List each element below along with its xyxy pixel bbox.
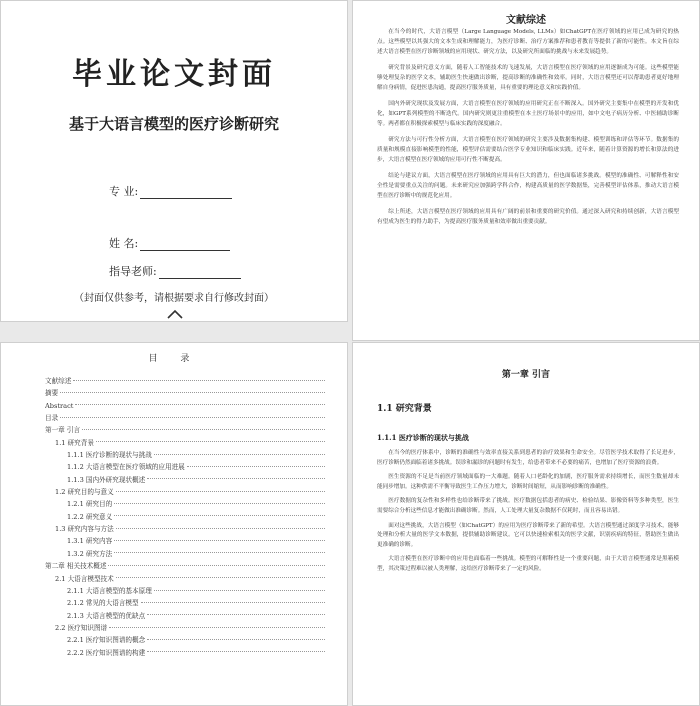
toc-item-text: 1.3.1 研究内容	[67, 537, 113, 546]
cover-page	[0, 0, 348, 322]
cover-field-underline	[140, 186, 232, 199]
toc-item[interactable]	[45, 437, 327, 449]
toc-page	[0, 342, 348, 706]
toc-item-text: 1.2.1 研究目的	[67, 500, 113, 509]
toc-leader-dots	[60, 391, 325, 393]
review-paragraph: 在当今的时代，大语言模型（Large Language Models, LLMs）如ChatGPT在医疗领域的应用已成为研究的热点。这些模型以其强大的文本生成和理解能力，为医疗诊断、治疗方案推荐和患者教育等提供了新的可能性。本文旨在综述大语言模型在医疗诊断领域的应用现状、研究方法，以及研究所面临的挑战与未来发展趋势。	[377, 29, 679, 55]
cover-field-label: 指导老师:	[109, 265, 157, 278]
cover-field-label: 姓 名:	[109, 237, 139, 250]
toc-leader-dots	[147, 650, 325, 652]
toc-item-text: 2.1.1 大语言模型的基本原理	[67, 586, 152, 595]
toc-leader-dots	[147, 638, 325, 640]
toc-item-text: 2.2.2 医疗知识图谱的构建	[67, 648, 146, 657]
chapter1-paragraph: 大语言模型在医疗诊断中的应用也面临着一些挑战。模型的可解释性是一个重要问题，由于大语言模型通常是黑箱模型，其决策过程难以被人类理解，这给医疗诊断带来了一定的风险。	[377, 556, 679, 572]
toc-leader-dots	[147, 477, 325, 479]
toc-item-text: 2.1 大语言模型技术	[55, 574, 114, 583]
toc-leader-dots	[96, 440, 325, 442]
review-title: 文献综述	[506, 15, 546, 26]
toc-item[interactable]	[45, 597, 327, 609]
toc-item-text: 目录	[45, 414, 59, 423]
toc-item-text: 1.1.1 医疗诊断的现状与挑战	[67, 451, 152, 460]
review-paragraph: 结论与建议方面，大语言模型在医疗领域的应用具有巨大的潜力，但也面临诸多挑战。模型的准确性、可解释性和安全性是需要重点关注的问题。未来研究应加强跨学科合作，构建高质量的医学数据集，完善模型评估体系，推动大语言模型在医疗诊断中的规范化应用。	[377, 173, 679, 199]
chapter1-paragraph: 医疗数据的复杂性和多样性也给诊断带来了挑战。医疗数据包括患者的病史、检验结果、影像资料等多种类型，医生需要综合分析这些信息才能做出准确诊断。然而，人工处理大量复杂数据不仅耗时，而且容易出错。	[377, 498, 679, 514]
toc-item-text: 2.1.2 常见的大语言模型	[67, 599, 139, 608]
toc-leader-dots	[116, 527, 325, 529]
toc-leader-dots	[75, 403, 325, 405]
cover-field-advisor	[109, 263, 241, 279]
toc-leader-dots	[116, 576, 325, 578]
toc-item[interactable]	[45, 548, 327, 560]
toc-item[interactable]	[45, 560, 327, 572]
toc-leader-dots	[147, 613, 325, 615]
chevron-up-icon[interactable]	[166, 308, 184, 320]
toc-leader-dots	[154, 453, 325, 455]
toc-item-text: 1.2.2 研究意义	[67, 512, 113, 521]
section-title: 1.1 研究背景	[377, 404, 432, 414]
toc-leader-dots	[116, 490, 325, 492]
cover-subtitle: 基于大语言模型的医疗诊断研究	[68, 115, 279, 133]
toc-item[interactable]	[45, 461, 327, 473]
chapter-title: 第一章 引言	[501, 370, 551, 380]
toc-item-text: 摘要	[45, 389, 59, 398]
toc-item[interactable]	[45, 535, 327, 547]
toc-leader-dots	[73, 379, 325, 381]
toc-item[interactable]	[45, 523, 327, 535]
toc-item[interactable]	[45, 474, 327, 486]
cover-field-underline	[140, 238, 230, 251]
toc-item[interactable]	[45, 387, 327, 399]
toc-item-text: 1.3 研究内容与方法	[55, 525, 114, 534]
review-body	[377, 27, 679, 334]
toc-item[interactable]	[45, 573, 327, 585]
toc-leader-dots	[108, 564, 325, 566]
toc-leader-dots	[109, 626, 325, 628]
toc-item[interactable]	[45, 647, 327, 659]
cover-note: （封面仅供参考，请根据要求自行修改封面）	[74, 293, 274, 304]
toc-item[interactable]	[45, 585, 327, 597]
review-paragraph: 国内外研究现状及发展方面，大语言模型在医疗领域的应用研究正在不断深入。国外研究主要集中在模型的开发和优化，如GPT系列模型的不断迭代。国内研究则更注重模型在本土医疗场景中的应用，如中文电子病历分析、中医辅助诊断等。两者都在积极探索模型与临床实践的深度融合。	[377, 101, 679, 127]
toc-item-text: 2.2.1 医疗知识图谱的概念	[67, 636, 146, 645]
toc-item-text: Abstract	[45, 401, 74, 410]
chapter1-page	[352, 342, 700, 706]
review-paragraph: 综上所述，大语言模型在医疗领域的应用具有广阔的前景和重要的研究价值。通过深入研究和持续创新，大语言模型有望成为医生的得力助手，为提高医疗服务质量和效率做出重要贡献。	[377, 209, 679, 225]
toc-item-text: 文献综述	[45, 377, 72, 385]
cover-field-name	[109, 235, 230, 251]
toc-leader-dots	[114, 502, 325, 504]
toc-item[interactable]	[45, 400, 327, 412]
toc-leader-dots	[187, 465, 325, 467]
cover-field-label: 专 业:	[109, 185, 139, 198]
toc-item[interactable]	[45, 412, 327, 424]
toc-item-text: 2.1.3 大语言模型的优缺点	[67, 611, 146, 620]
review-paragraph: 研究方法与可行性分析方面，大语言模型在医疗领域的研究主要涉及数据集构建、模型训练和评估等环节。数据集的质量和规模直接影响模型的性能，模型评估需要结合医学专业知识和临床实践。近年来，随着计算资源的增长和算法的进步，大语言模型在医疗领域的应用可行性不断提高。	[377, 137, 679, 163]
review-page	[352, 0, 700, 341]
toc-item-text: 1.1 研究背景	[55, 438, 94, 447]
toc-item-text: 第二章 相关技术概述	[45, 562, 107, 571]
chapter1-paragraph: 医生资源的不足是当前医疗领域面临的一大难题。随着人口老龄化的加剧，医疗服务需求持续增长，而医生数量却未能同步增加。这种供需不平衡导致医生工作压力增大，诊断时间缩短，从而影响诊断的准确性。	[377, 474, 679, 490]
toc-item[interactable]	[45, 424, 327, 436]
toc-list	[45, 375, 327, 705]
toc-leader-dots	[82, 428, 325, 430]
toc-item-text: 1.2 研究目的与意义	[55, 488, 114, 497]
toc-leader-dots	[60, 416, 325, 418]
toc-item[interactable]	[45, 486, 327, 498]
toc-item[interactable]	[45, 375, 327, 387]
toc-leader-dots	[114, 551, 325, 553]
subsection-title: 1.1.1 医疗诊断的现状与挑战	[377, 433, 469, 442]
toc-item-text: 2.2 医疗知识图谱	[55, 623, 108, 632]
toc-leader-dots	[141, 601, 325, 603]
toc-title: 目 录	[148, 354, 200, 364]
toc-item[interactable]	[45, 498, 327, 510]
toc-leader-dots	[154, 589, 325, 591]
cover-field-underline	[159, 266, 241, 279]
toc-item[interactable]	[45, 622, 327, 634]
chapter1-paragraph: 面对这些挑战，大语言模型（如ChatGPT）的应用为医疗诊断带来了新的希望。大语言模型通过深度学习技术，能够处理和分析大量的医学文本数据，提供辅助诊断建议。它可以快速检索相关的医学文献，识别疾病的特征，帮助医生做出更准确的诊断。	[377, 522, 679, 548]
cover-title: 毕业论文封面	[72, 57, 276, 92]
toc-item-text: 1.3.2 研究方法	[67, 549, 113, 558]
review-paragraph: 研究背景及研究意义方面，随着人工智能技术的飞速发展，大语言模型在医疗领域的应用逐渐成为可能。这些模型能够处理复杂的医学文本，辅助医生快速做出诊断，提高诊断的准确性和效率。同时，大语言模型还可以帮助患者更好地理解自身病情，促进医患沟通，提高医疗服务质量，具有重要的理论意义和实践价值。	[377, 65, 679, 91]
toc-leader-dots	[114, 514, 325, 516]
chapter1-paragraph: 在当今的医疗体系中，诊断的准确性与效率直接关系到患者的治疗效果和生命安全。尽管医学技术取得了长足进步，医疗诊断仍然面临着诸多挑战。误诊和漏诊的问题时有发生，给患者带来不必要的痛苦，也增加了医疗资源的浪费。	[377, 450, 679, 466]
toc-item[interactable]	[45, 634, 327, 646]
toc-item[interactable]	[45, 610, 327, 622]
toc-item-text: 1.1.3 国内外研究现状概述	[67, 475, 146, 484]
toc-item[interactable]	[45, 449, 327, 461]
toc-item[interactable]	[45, 511, 327, 523]
toc-item-text: 1.1.2 大语言模型在医疗领域的应用进展	[67, 463, 185, 472]
toc-leader-dots	[114, 539, 325, 541]
chapter1-body	[377, 449, 679, 705]
toc-item-text: 第一章 引言	[45, 426, 81, 435]
cover-field-major	[109, 183, 232, 199]
